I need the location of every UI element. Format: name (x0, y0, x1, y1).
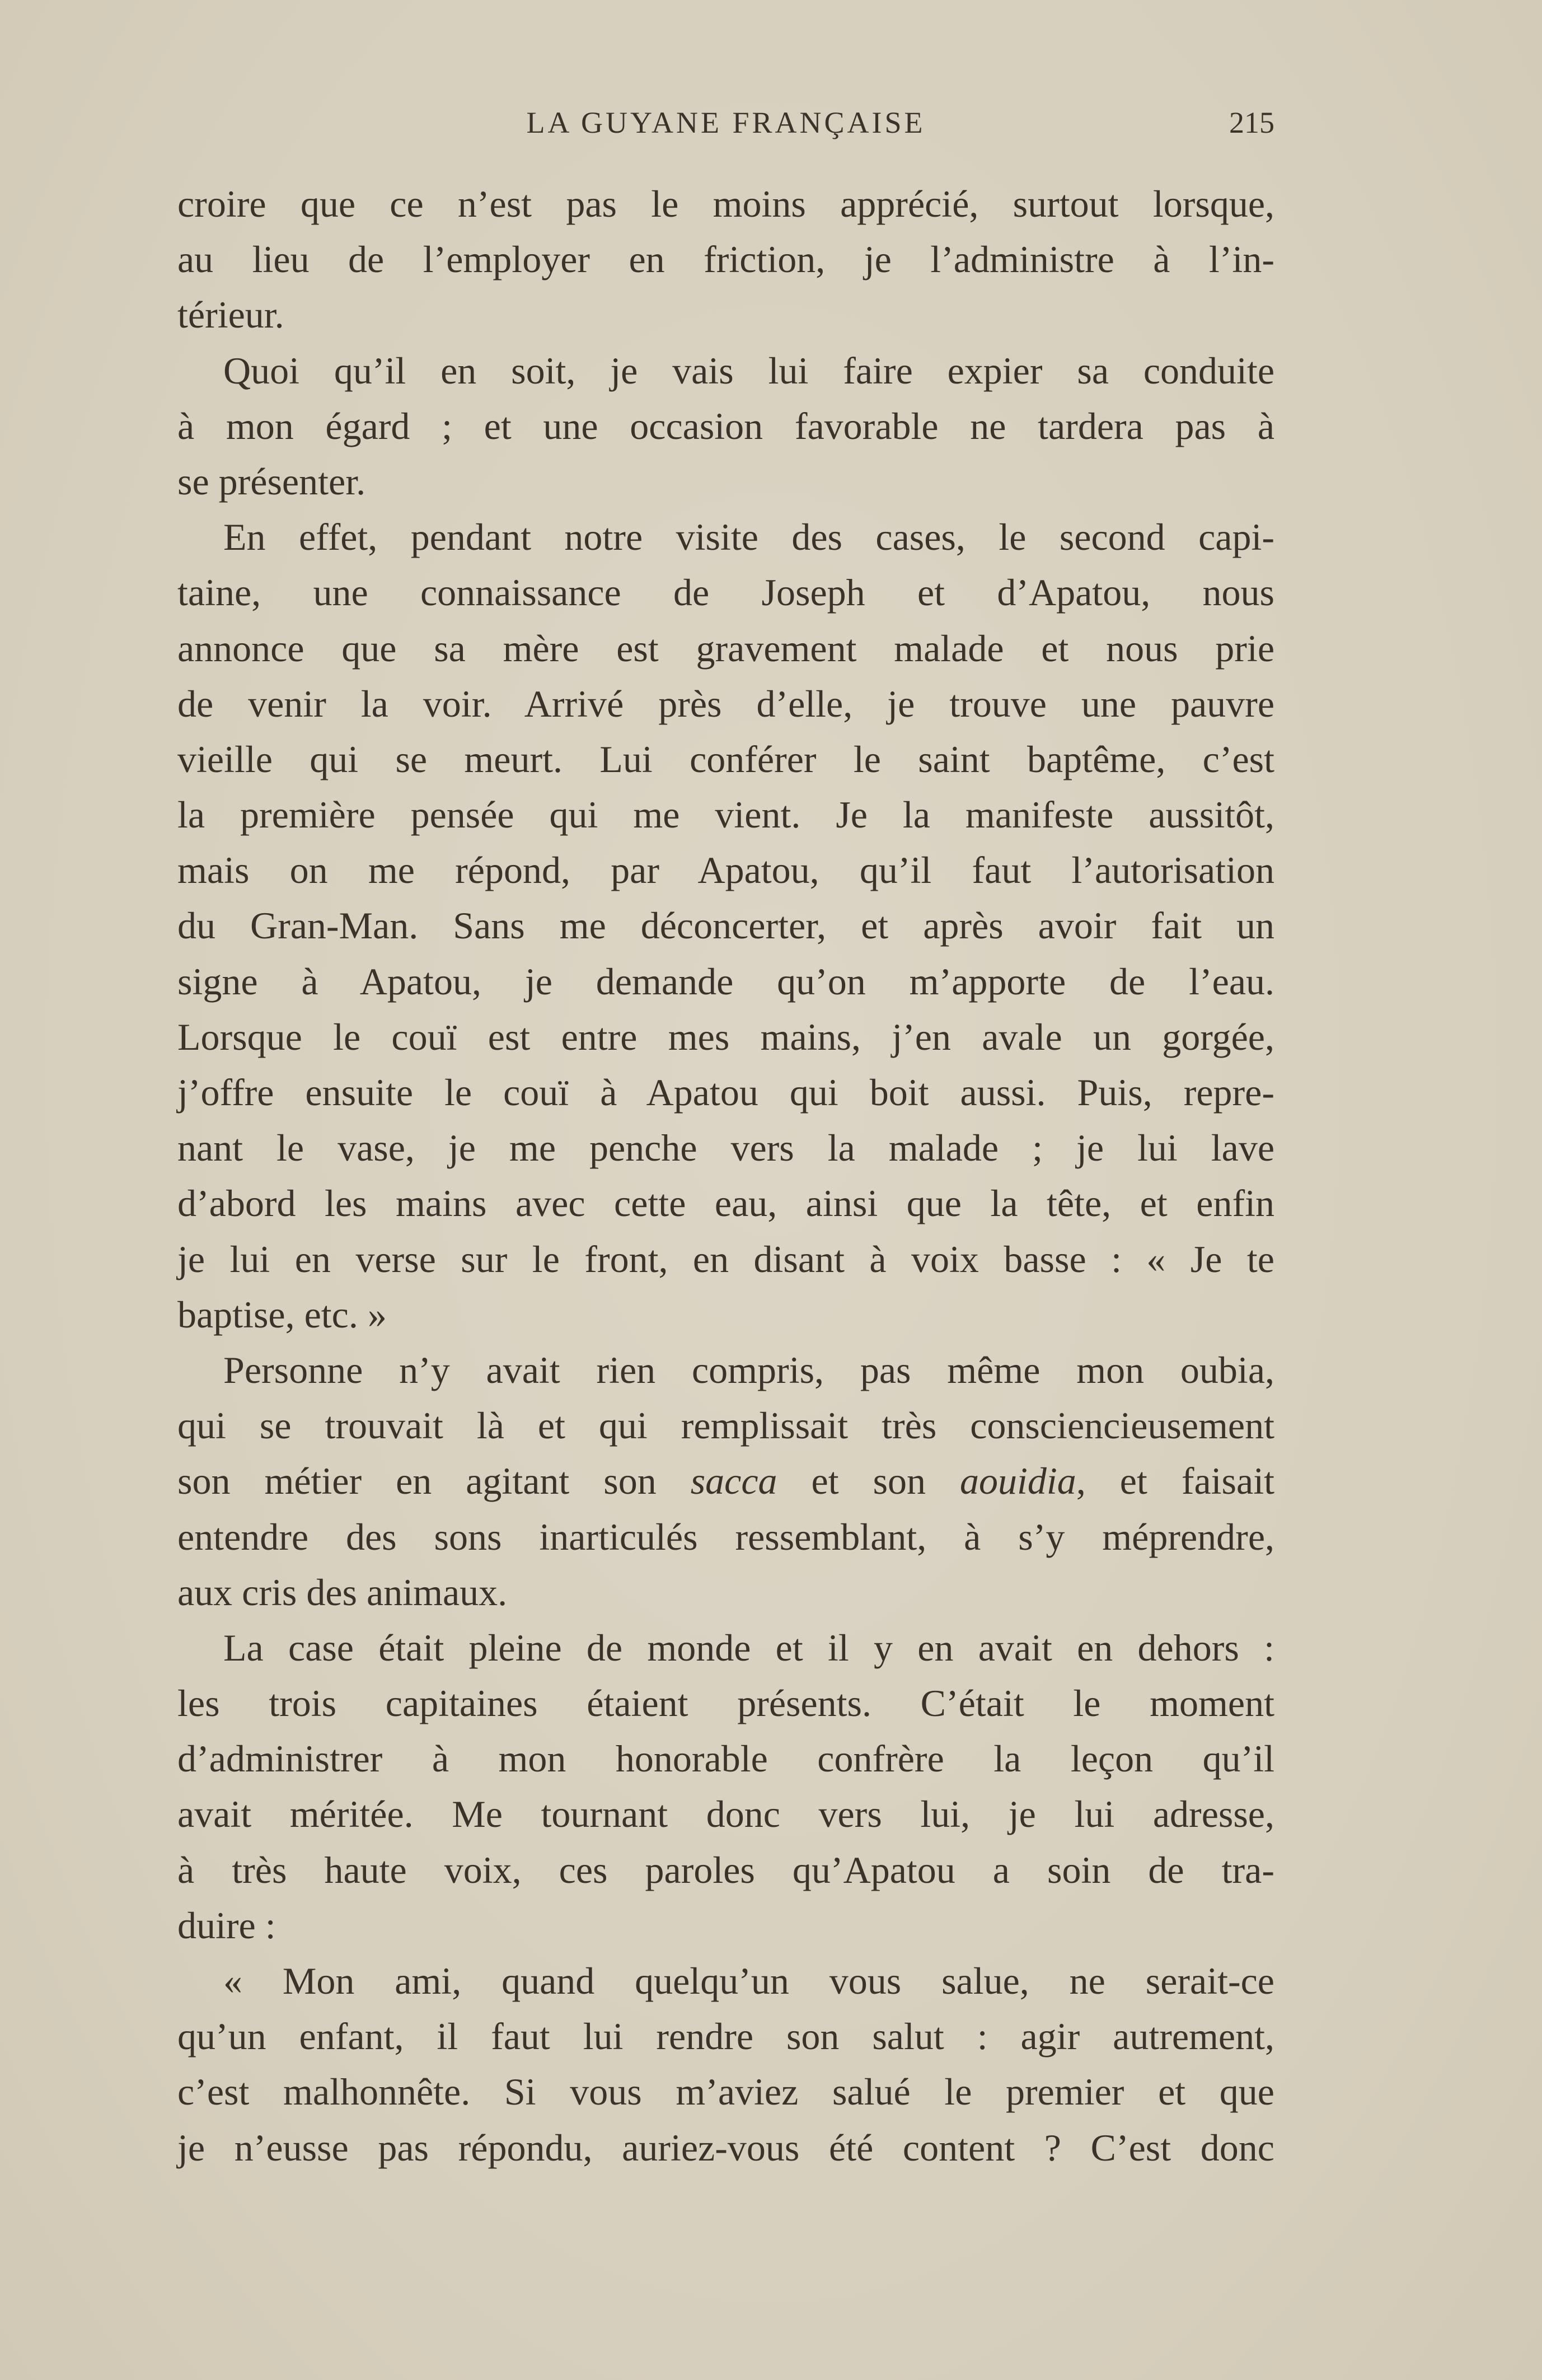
text-line: c’est malhonnête. Si vous m’aviez salué le premier et que (177, 2070, 1274, 2114)
text-line: d’administrer à mon honorable confrère la leçon qu’il (177, 1737, 1274, 1780)
text-line: de venir la voir. Arrivé près d’elle, je trouve une pauvre (177, 682, 1274, 725)
text-line: mais on me répond, par Apatou, qu’il faut l’autorisation (177, 849, 1274, 892)
body-text (177, 176, 1274, 2176)
page-number: 215 (1229, 106, 1274, 139)
text-line: j’offre ensuite le couï à Apatou qui boit aussi. Puis, repre- (177, 1071, 1274, 1114)
text-line: En effet, pendant notre visite des cases, le second capi- (223, 516, 1274, 559)
italic-term: sacca (690, 1460, 777, 1503)
text-line: duire : (177, 1904, 276, 1947)
text-line: qu’un enfant, il faut lui rendre son salut : agir autrement, (177, 2015, 1274, 2058)
text-line: entendre des sons inarticulés ressemblant, à s’y méprendre, (177, 1515, 1274, 1558)
text-line: baptise, etc. » (177, 1293, 387, 1336)
text-line: la première pensée qui me vient. Je la manifeste aussitôt, (177, 793, 1274, 836)
text-line: se présenter. (177, 460, 366, 503)
text-line: d’abord les mains avec cette eau, ainsi que la tête, et enfin (177, 1182, 1274, 1225)
running-title: LA GUYANE FRANÇAISE (526, 106, 926, 139)
text-line: qui se trouvait là et qui remplissait très consciencieusement (177, 1404, 1274, 1447)
text-line: à mon égard ; et une occasion favorable ne tardera pas à (177, 404, 1274, 447)
text-line: « Mon ami, quand quelqu’un vous salue, ne serait-ce (223, 1960, 1274, 2002)
text-line: avait méritée. Me tournant donc vers lui, je lui adresse, (177, 1793, 1274, 1836)
text-line: vieille qui se meurt. Lui conférer le saint baptême, c’est (177, 737, 1274, 780)
text-line: aux cris des animaux. (177, 1570, 508, 1614)
text-line (177, 1453, 1274, 1509)
text-line: signe à Apatou, je demande qu’on m’apporte de l’eau. (177, 960, 1274, 1003)
text-line: taine, une connaissance de Joseph et d’Apatou, nous (177, 571, 1274, 614)
text-line: Lorsque le couï est entre mes mains, j’en avale un gorgée, (177, 1015, 1274, 1058)
text-span: son métier en agitant son (177, 1460, 691, 1503)
text-span: et son (777, 1460, 960, 1503)
text-line: je lui en verse sur le front, en disant à voix basse : « Je te (177, 1237, 1274, 1280)
text-line: nant le vase, je me penche vers la malade ; je lui lave (177, 1126, 1274, 1170)
text-line: je n’eusse pas répondu, auriez-vous été content ? C’est donc (177, 2126, 1274, 2169)
text-span: , et faisait (1076, 1460, 1274, 1503)
text-line: les trois capitaines étaient présents. C’était le moment (177, 1682, 1274, 1725)
text-line: La case était pleine de monde et il y en avait en dehors : (223, 1626, 1274, 1669)
text-line: croire que ce n’est pas le moins apprécié, surtout lorsque, (177, 183, 1274, 225)
italic-term: aouidia (960, 1460, 1076, 1503)
text-line: Quoi qu’il en soit, je vais lui faire expier sa conduite (223, 349, 1274, 392)
text-line: térieur. (177, 293, 284, 336)
text-line: annonce que sa mère est gravement malade et nous prie (177, 626, 1274, 670)
text-line: à très haute voix, ces paroles qu’Apatou a soin de tra- (177, 1848, 1274, 1891)
text-line: du Gran-Man. Sans me déconcerter, et après avoir fait un (177, 904, 1274, 947)
text-line: au lieu de l’employer en friction, je l’administre à l’in- (177, 238, 1274, 281)
text-line: Personne n’y avait rien compris, pas même mon oubia, (223, 1348, 1274, 1391)
running-header (177, 105, 1274, 150)
